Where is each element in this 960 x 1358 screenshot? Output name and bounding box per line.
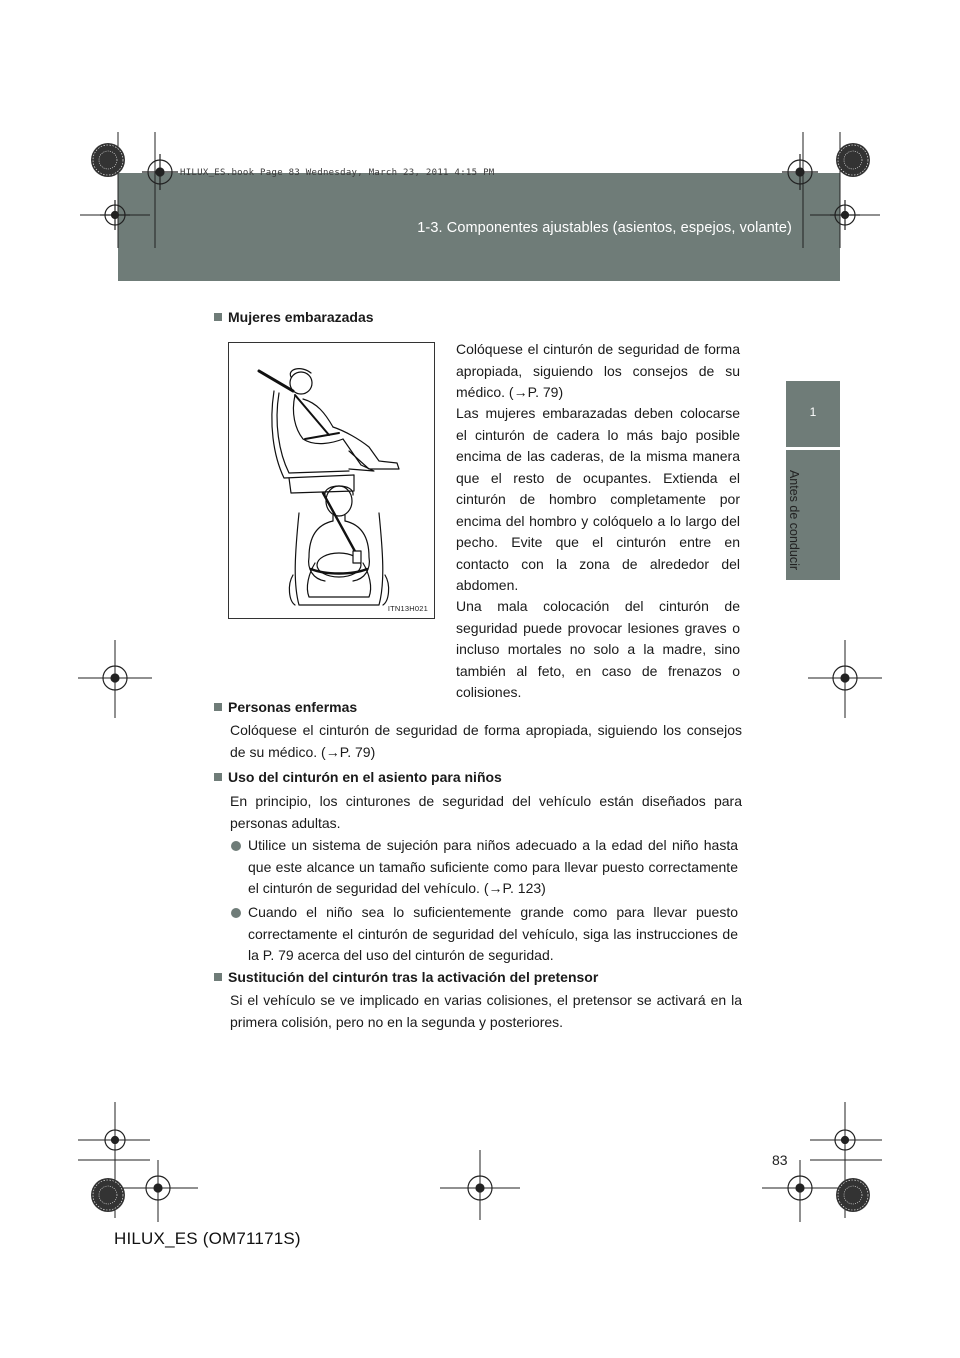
pregnant-paragraph-2: Las mujeres embarazadas deben colocarse el cinturón de cadera lo más bajo posible encima de las caderas, de la misma manera que el resto de ocupantes. Extienda el cinturón de hombro completamente por encima del hombro y colóquelo a lo largo del pecho. Evite que el cinturón entre en contacto con la zona de alrededor del abdomen. xyxy=(456,405,740,593)
print-stamp: HILUX_ES.book Page 83 Wednesday, March 23, 2011 4:15 PM xyxy=(180,168,495,178)
section-title: 1-3. Componentes ajustables (asientos, espejos, volante) xyxy=(417,220,792,236)
pregnant-paragraph-3: Una mala colocación del cinturón de seguridad puede provocar lesiones graves o incluso mortales no solo a la madre, sino también al feto, en caso de frenazos o colisiones. xyxy=(456,598,740,700)
pretensioner-paragraph: Si el vehículo se ve implicado en varias colisiones, el pretensor se activará en la primera colisión, pero no en la segunda y posteriores. xyxy=(230,992,742,1030)
chapter-number-tab xyxy=(786,381,840,447)
children-bullet-2: Cuando el niño sea lo suficientemente grande como para llevar puesto correctamente el cinturón de seguridad del vehículo, siga las instrucciones de la P. 79 acerca del uso del cinturón de seguridad. xyxy=(248,904,738,963)
ill-paragraph: Colóquese el cinturón de seguridad de forma apropiada, siguiendo los consejos de su médico. (→P. 79) xyxy=(230,722,742,760)
heading-ill: Personas enfermas xyxy=(214,698,357,716)
heading-pregnant: Mujeres embarazadas xyxy=(214,308,374,326)
heading-pretensioner: Sustitución del cinturón tras la activación del pretensor xyxy=(214,968,598,986)
page-number: 83 xyxy=(772,1152,788,1168)
bullet-square-icon xyxy=(214,973,222,981)
figure-pregnant-seatbelt xyxy=(228,342,435,619)
chapter-label-wrap xyxy=(780,460,808,580)
pregnant-woman-illustration xyxy=(229,343,434,618)
manual-code: HILUX_ES (OM71171S) xyxy=(114,1229,301,1248)
figure-code: ITN13H021 xyxy=(387,604,428,613)
children-paragraph: En principio, los cinturones de seguridad del vehículo están diseñados para personas adultas. xyxy=(230,793,742,831)
heading-children: Uso del cinturón en el asiento para niños xyxy=(214,768,502,786)
bullet-square-icon xyxy=(214,313,222,321)
bullet-dot-icon xyxy=(231,908,241,918)
bullet-square-icon xyxy=(214,703,222,711)
bullet-square-icon xyxy=(214,773,222,781)
chapter-number: 1 xyxy=(809,405,817,419)
header-band xyxy=(118,173,840,281)
chapter-label: Antes de conducir xyxy=(787,469,801,571)
pregnant-paragraph-1: Colóquese el cinturón de seguridad de forma apropiada, siguiendo los consejos de su médico. (→P. 79) xyxy=(456,341,740,400)
bullet-dot-icon xyxy=(231,841,241,851)
children-bullet-1: Utilice un sistema de sujeción para niños adecuado a la edad del niño hasta que este alcance un tamaño suficiente como para llevar puesto correctamente el cinturón de seguridad del vehículo. (→P. 123) xyxy=(248,837,738,896)
